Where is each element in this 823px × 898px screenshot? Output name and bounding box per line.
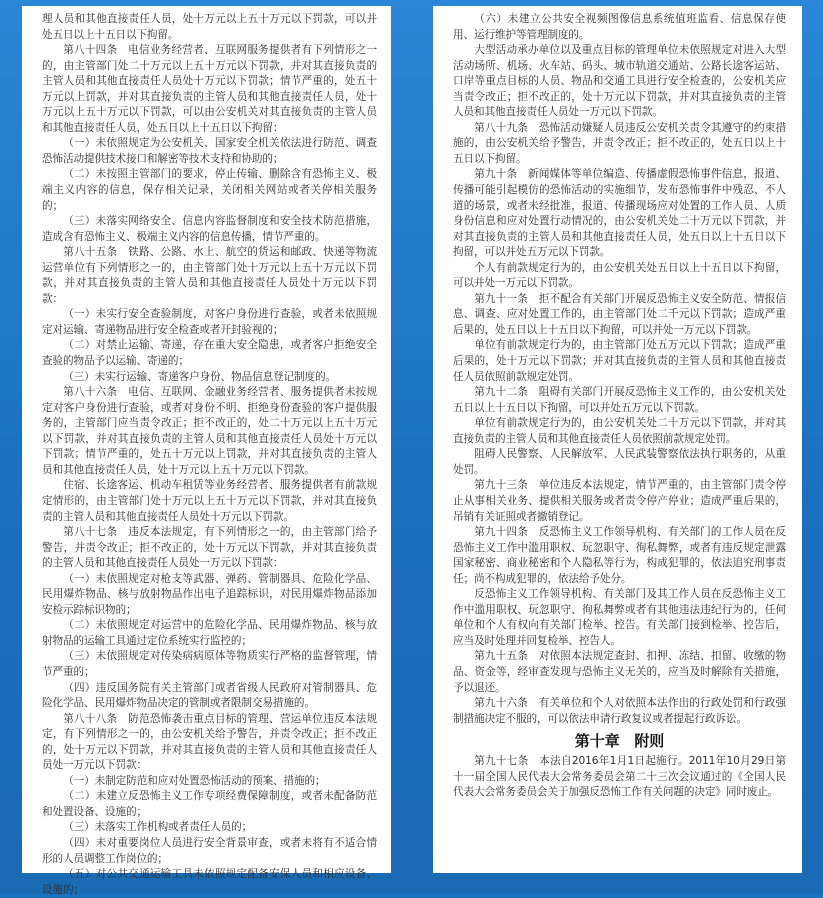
paragraph: （一）未依照规定为公安机关、国家安全机关依法进行防范、调查恐怖活动提供技术接口和解密等技术支持和协助的；: [42, 137, 377, 165]
paragraph: 第九十一条 拒不配合有关部门开展反恐怖主义安全防范、情报信息、调查、应对处置工作的，由主管部门处二千元以下罚款；造成严重后果的，处五日以上十五日以下拘留，可以并处一万元以下罚款。: [453, 292, 786, 336]
paragraph: （三）未实行运输、寄递客户身份、物品信息登记制度的。: [63, 370, 337, 383]
paragraph: 第九十七条 本法自2016年1月1日起施行。2011年10月29日第十一届全国人民代表大会常务委员会第二十三次会议通过的《全国人民代表大会常务委员会关于加强反恐怖工作有关问题的决定》同时废止。: [453, 755, 786, 799]
paragraph: （四）违反国务院有关主管部门或者省级人民政府对管制器具、危险化学品、民用爆炸物品决定的管制或者限制交易措施的。: [42, 681, 377, 710]
left-text-panel: [22, 6, 391, 896]
paragraph: 大型活动承办单位以及重点目标的管理单位未依照规定对进入大型活动场所、机场、火车站、码头、城市轨道交通站、公路长途客运站、口岸等重点目标的人员、物品和交通工具进行安全检查的，公安机关应当责令改正；拒不改正的，处十万元以下罚款，并对其直接负责的主管人员和其他直接责任人员处一万元以下罚款。: [453, 44, 786, 119]
paragraph: 第九十六条 有关单位和个人对依照本法作出的行政处罚和行政强制措施决定不服的，可以依法申请行政复议或者提起行政诉讼。: [453, 697, 786, 725]
paragraph: （一）未实行安全查验制度，对客户身份进行查验，或者未依照规定对运输、寄递物品进行安全检查或者开封验视的；: [42, 308, 377, 336]
paragraph: 第八十四条 电信业务经营者、互联网服务提供者有下列情形之一的，由主管部门处二十万元以上五十万元以下罚款，并对其直接负责的主管人员和其他直接责任人员处十万元以下罚款；情节严重的，处五十万元以上罚款，并对其直接负责的主管人员和其他直接责任人员，处十万元以上五十万元以下罚款，可以由公安机关对其直接负责的主管人员和其他直接责任人员，处五日以上十五日以下拘留：: [42, 44, 377, 134]
paragraph: 第八十六条 电信、互联网、金融业务经营者、服务提供者未按规定对客户身份进行查验，或者对身份不明、拒绝身份查验的客户提供服务的，主管部门应当责令改正；拒不改正的，处二十万元以上五十万元以下罚款，并对其直接负责的主管人员和其他直接责任人员处十万元以下罚款；情节严重的，处五十万元以上罚款，并对其直接负责的主管人员和其他直接责任人员，处十万元以上五十万元以下罚款。: [42, 386, 377, 476]
paragraph: 单位有前款规定行为的，由主管部门处五万元以下罚款；造成严重后果的，处十万元以下罚款；并对其直接负责的主管人员和其他直接责任人员依照前款规定处罚。: [453, 339, 786, 383]
chapter-title: 第十章 附则: [574, 732, 665, 751]
paragraph: 第八十八条 防范恐怖袭击重点目标的管理、营运单位违反本法规定，有下列情形之一的，由公安机关给予警告，并责令改正；拒不改正的，处十万元以下罚款，并对其直接负责的主管人员和其他直接责任人员处一万元以下罚款：: [42, 712, 377, 772]
paragraph: 第九十五条 对依照本法规定查封、扣押、冻结、扣留、收缴的物品、资金等，经审查发现与恐怖主义无关的，应当及时解除有关措施，予以退还。: [453, 650, 786, 694]
paragraph: （二）未按照主管部门的要求，停止传输、删除含有恐怖主义、极端主义内容的信息，保存相关记录，关闭相关网站或者关停相关服务的；: [42, 168, 377, 212]
paragraph: （三）未落实工作机构或者责任人员的；: [63, 821, 253, 834]
paragraph: 第八十五条 铁路、公路、水上、航空的货运和邮政、快递等物流运营单位有下列情形之一的，由主管部门处十万元以上五十万元以下罚款，并对其直接负责的主管人员和其他直接责任人员处十万元以下罚款：: [42, 246, 377, 305]
paragraph: （一）未依照规定对枪支等武器、弹药、管制器具、危险化学品、民用爆炸物品、核与放射物品作出电子追踪标识，对民用爆炸物品添加安检示踪标识物的；: [42, 572, 377, 616]
right-text-panel: [433, 6, 802, 873]
paragraph: 理人员和其他直接责任人员，处十万元以上五十万元以下罚款，可以并处五日以上十五日以下拘留。: [42, 13, 377, 41]
paragraph: 个人有前款规定行为的，由公安机关处五日以上十五日以下拘留，可以并处一万元以下罚款。: [453, 261, 786, 290]
paragraph: 反恐怖主义工作领导机构、有关部门及其工作人员在反恐怖主义工作中滥用职权、玩忽职守、徇私舞弊或者有其他违法违纪行为的，任何单位和个人有权向有关部门检举、控告。有关部门接到检举、控告后，应当及时处理并回复检举、控告人。: [453, 588, 786, 647]
paragraph: 第九十条 新闻媒体等单位编造、传播虚假恐怖事件信息，报道、传播可能引起模仿的恐怖活动的实施细节，发布恐怖事件中残忍、不人道的场景，或者未经批准，报道、传播现场应对处置的工作人员、人质身份信息和应对处置行动情况的，由公安机关处二十万元以下罚款，并对其直接负责的主管人员和其他直接责任人员，处五日以上十五日以下拘留，可以并处五万元以下罚款。: [453, 168, 786, 259]
paragraph: 单位有前款规定行为的，由公安机关处二十万元以下罚款，并对其直接负责的主管人员和其他直接责任人员依照前款规定处罚。: [453, 417, 786, 445]
paragraph: （二）未依照规定对运营中的危险化学品、民用爆炸物品、核与放射物品的运输工具通过定位系统实行监控的；: [42, 619, 377, 647]
paragraph: 第九十三条 单位违反本法规定，情节严重的，由主管部门责令停止从事相关业务、提供相关服务或者责令停产停业；造成严重后果的，吊销有关证照或者撤销登记。: [453, 479, 786, 523]
paragraph: （三）未依照规定对传染病病原体等物质实行严格的监督管理，情节严重的；: [42, 650, 377, 678]
paragraph: 第八十九条 恐怖活动嫌疑人员违反公安机关责令其遵守的约束措施的，由公安机关给予警告，并责令改正；拒不改正的，处五日以上十五日以下拘留。: [453, 121, 786, 165]
paragraph: （二）对禁止运输、寄递，存在重大安全隐患，或者客户拒绝安全查验的物品予以运输、寄递的；: [42, 339, 377, 368]
paragraph: （六）未建立公共安全视频图像信息系统值班监看、信息保存使用、运行维护等管理制度的。: [453, 13, 786, 41]
paragraph: 第八十七条 违反本法规定，有下列情形之一的，由主管部门给予警告，并责令改正；拒不改正的，处十万元以下罚款，并对其直接负责的主管人员和其他直接责任人员处一万元以下罚款：: [42, 526, 377, 570]
paragraph: 阻碍人民警察、人民解放军、人民武装警察依法执行职务的，从重处罚。: [453, 448, 786, 476]
paragraph: 住宿、长途客运、机动车租赁等业务经营者、服务提供者有前款规定情形的，由主管部门处十万元以上五十万元以下罚款，并对其直接负责的主管人员和其他直接责任人员处十万元以下罚款。: [42, 479, 377, 523]
paragraph: （三）未落实网络安全、信息内容监督制度和安全技术防范措施，造成含有恐怖主义、极端主义内容的信息传播，情节严重的。: [42, 215, 377, 243]
paragraph: （五）对公共交通运输工具未依照规定配备安保人员和相应设备、设施的；: [42, 868, 377, 896]
paragraph: 第九十四条 反恐怖主义工作领导机构、有关部门的工作人员在反恐怖主义工作中滥用职权、玩忽职守、徇私舞弊，或者有违反规定泄露国家秘密、商业秘密和个人隐私等行为，构成犯罪的，依法追究刑事责任；尚不构成犯罪的，依法给予处分。: [453, 526, 786, 585]
paragraph: （四）未对重要岗位人员进行安全背景审查，或者未将有不适合情形的人员调整工作岗位的；: [42, 836, 377, 865]
paragraph: （二）未建立反恐怖主义工作专项经费保障制度，或者未配备防范和处置设备、设施的；: [42, 790, 377, 818]
paragraph: 第九十二条 阻碍有关部门开展反恐怖主义工作的，由公安机关处五日以上十五日以下拘留，可以并处五万元以下罚款。: [453, 386, 786, 414]
paragraph: （一）未制定防范和应对处置恐怖活动的预案、措施的；: [63, 774, 326, 787]
